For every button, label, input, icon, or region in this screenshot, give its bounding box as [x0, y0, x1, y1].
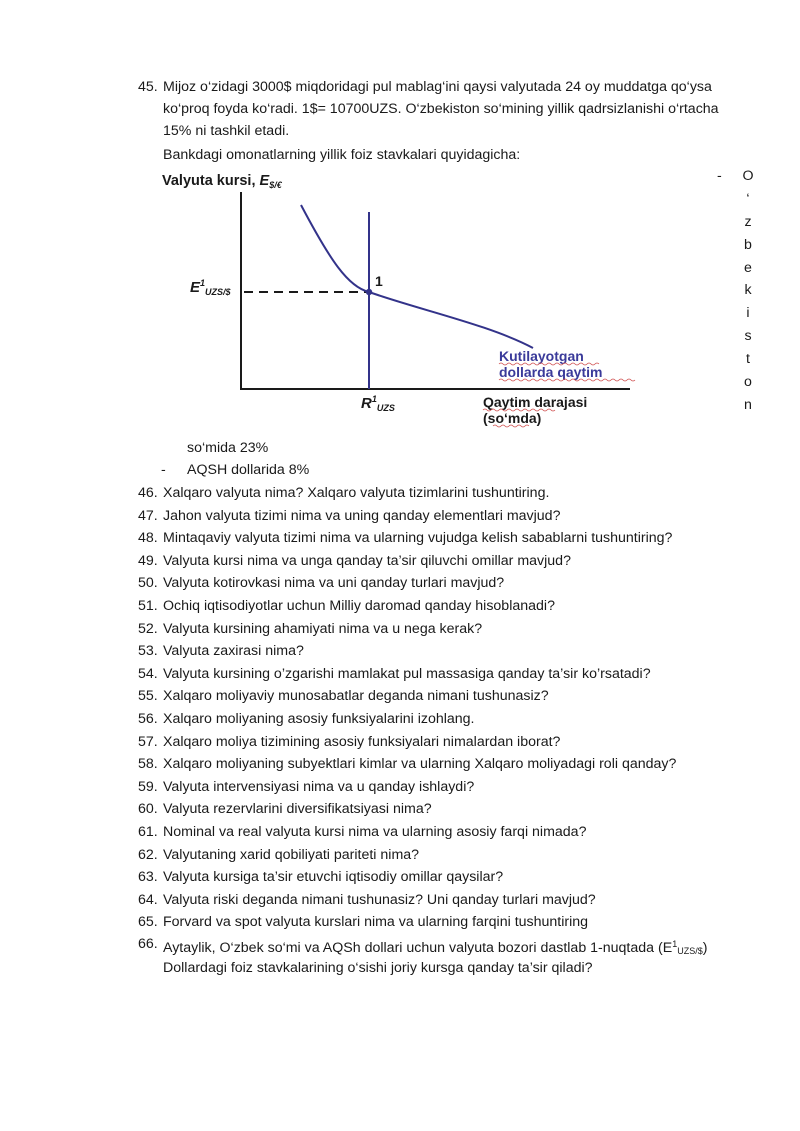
exchange-rate-figure [150, 165, 660, 435]
question-text: Xalqaro moliyaning subyektlari kimlar va ularning Xalqaro moliyadagi roli qanday? [163, 756, 677, 772]
vertical-char: O [742, 168, 754, 184]
question-text: Valyuta kotirovkasi nima va uni qanday turlari mavjud? [163, 575, 505, 591]
vertical-char: i [746, 305, 750, 321]
question-number: 51. [138, 598, 158, 614]
question-number: 55. [138, 688, 158, 704]
question-number: 48. [138, 530, 158, 546]
curve-label-line: dollarda qaytim [499, 364, 603, 380]
question-text: Valyuta intervensiyasi nima va u qanday ishlaydi? [163, 779, 475, 795]
question-text: Valyuta kursi nima va unga qanday ta’sir qiluvchi omillar mavjud? [163, 553, 571, 569]
question-text-line: Bankdagi omonatlarning yillik foiz stavkalari quyidagicha: [163, 147, 521, 163]
vertical-char: t [746, 351, 750, 367]
question-number: 63. [138, 869, 158, 885]
equilibrium-point [366, 289, 372, 295]
question-text: Jahon valyuta tizimi nima va uning qanday elementlari mavjud? [163, 508, 561, 524]
question-text: Forvard va spot valyuta kurslari nima va ularning farqini tushuntiring [163, 914, 589, 930]
question-text: Nominal va real valyuta kursi nima va ularning asosiy farqi nimada? [163, 824, 587, 840]
bullet-text: AQSH dollarida 8% [187, 462, 310, 478]
question-text-line: 15% ni tashkil etadi. [163, 123, 290, 139]
question-number: 50. [138, 575, 158, 591]
question-number: 56. [138, 711, 158, 727]
question-text: Xalqaro moliyaning asosiy funksiyalarini izohlang. [163, 711, 475, 727]
question-text-line: ko‘proq foyda ko‘radi. 1$= 10700UZS. O‘zbekiston so‘mining yillik qadrsizlanishi o‘rtacha [163, 101, 719, 117]
question-number: 60. [138, 801, 158, 817]
x-axis-title-line: (so‘mda) [483, 410, 542, 426]
question-text-line: Dollardagi foiz stavkalarining o‘sishi joriy kursga qanday ta’sir qiladi? [163, 960, 593, 976]
vertical-char: s [744, 328, 752, 344]
question-text: Valyuta kursiga ta’sir etuvchi iqtisodiy omillar qaysilar? [163, 869, 504, 885]
question-number: 52. [138, 621, 158, 637]
vertical-char: z [744, 214, 752, 230]
vertical-char: n [744, 397, 752, 413]
x-axis-title-line: Qaytim darajasi [483, 394, 588, 410]
y-point-label: $E^1_{UZS/\$}$ [190, 278, 231, 297]
vertical-char: k [744, 282, 752, 298]
question-text: Ochiq iqtisodiyotlar uchun Milliy daromad qanday hisoblanadi? [163, 598, 555, 614]
question-text: Valyuta kursining ahamiyati nima va u nega kerak? [163, 621, 483, 637]
point-label: 1 [375, 273, 383, 289]
question-text: Valyuta riski deganda nimani tushunasiz? Uni qanday turlari mavjud? [163, 892, 596, 908]
question-number: 64. [138, 892, 158, 908]
question-text-line: Mijoz o‘zidagi 3000$ miqdoridagi pul mablag‘ini qaysi valyutada 24 oy muddatga qo‘ysa [163, 79, 712, 95]
question-number: 57. [138, 734, 158, 750]
question-number: 47. [138, 508, 158, 524]
question-number: 46. [138, 485, 158, 501]
question-text: Mintaqaviy valyuta tizimi nima va ularning vujudga kelish sabablarni tushuntiring? [163, 530, 673, 546]
question-text-line: Aytaylik, O‘zbek so‘mi va AQSh dollari uchun valyuta bozori dastlab 1-nuqtada $(E^1_{UZS/\$})$ [163, 939, 708, 956]
question-text: Valyutaning xarid qobiliyati pariteti nima? [163, 847, 420, 863]
curve-label-line: Kutilayotgan [499, 348, 584, 364]
y-axis-title: Valyuta kursi, $E_{\$/€}$ [162, 173, 282, 190]
bullet-dash: - [717, 168, 722, 184]
bullet-text: so‘mida 23% [187, 440, 269, 456]
question-text: Xalqaro moliyaviy munosabatlar deganda nimani tushunasiz? [163, 688, 549, 704]
question-number: 65. [138, 914, 158, 930]
x-point-label: $R^1_{UZS}$ [361, 394, 395, 413]
question-number: 66. [138, 936, 158, 952]
expected-dollar-return-curve [301, 205, 533, 348]
vertical-char: o [744, 374, 752, 390]
question-number: 59. [138, 779, 158, 795]
question-text: Xalqaro moliya tizimining asosiy funksiyalari nimalardan iborat? [163, 734, 561, 750]
vertical-char: b [744, 237, 752, 253]
question-number: 54. [138, 666, 158, 682]
question-text: Valyuta kursining o’zgarishi mamlakat pul massasiga qanday ta’sir ko’rsatadi? [163, 666, 651, 682]
question-text: Valyuta zaxirasi nima? [163, 643, 304, 659]
question-number: 58. [138, 756, 158, 772]
question-text: Xalqaro valyuta nima? Xalqaro valyuta tizimlarini tushuntiring. [163, 485, 550, 501]
question-number: 62. [138, 847, 158, 863]
question-number: 45. [138, 79, 158, 95]
question-number: 49. [138, 553, 158, 569]
vertical-char: e [744, 260, 752, 276]
vertical-char: ‘ [746, 191, 750, 207]
question-text: Valyuta rezervlarini diversifikatsiyasi nima? [163, 801, 432, 817]
question-number: 53. [138, 643, 158, 659]
bullet-dash: - [161, 462, 166, 478]
question-number: 61. [138, 824, 158, 840]
